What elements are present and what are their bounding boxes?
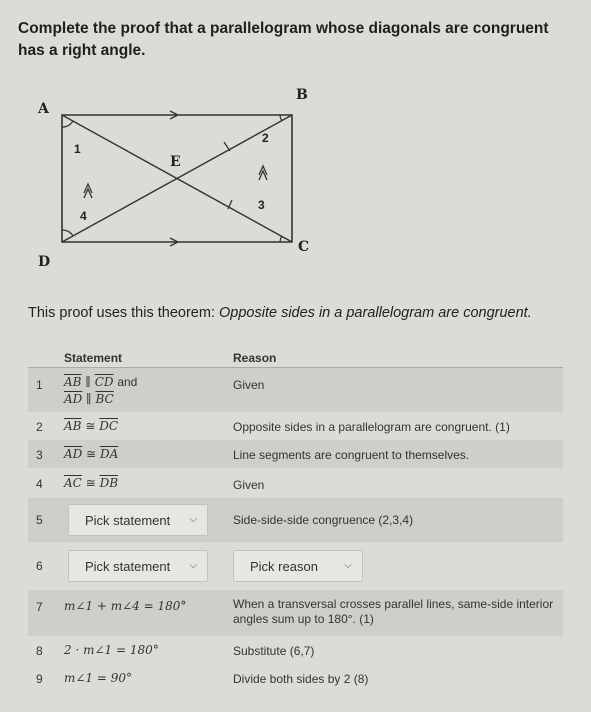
proof-row-1 [28,368,563,412]
proof-row-2 [28,412,563,440]
theorem-note [28,305,578,321]
row-number: 2 [36,420,43,434]
dropdown-label: Pick statement [85,513,171,528]
angle-label-1: 1 [74,142,81,156]
vertex-label-a: A [38,101,49,117]
statement-8: 2 · m∠1 = 180° [64,643,159,657]
statement-header: Statement [64,351,123,365]
reason-2: Opposite sides in a parallelogram are congruent. (1) [233,420,510,434]
row-number: 4 [36,477,43,491]
diagonal-tick-bd [224,142,230,151]
parallelogram-diagram [30,85,320,275]
row-number: 9 [36,672,43,686]
reason-7: When a transversal crosses parallel lines, same-side interior angles sum up to 180°. (1) [233,597,554,626]
proof-row-6 [28,542,563,590]
theorem-text: Opposite sides in a parallelogram are congruent. [219,305,532,321]
statement-4: $\overline{AC}$ ≅ $\overline{DB}$ [64,476,119,490]
statement-1-line-1: $\overline{AB}$ ∥ $\overline{CD}$ and [64,375,138,389]
angle-label-3: 3 [258,198,265,212]
reason-header: Reason [233,351,277,365]
angle-label-2: 2 [262,131,269,145]
row-number: 1 [36,378,43,392]
proof-row-9 [28,664,563,692]
vertex-label-b: B [296,87,308,103]
dropdown-label: Pick statement [85,559,171,574]
reason-8: Substitute (6,7) [233,644,315,658]
row-number: 3 [36,448,43,462]
vertex-label-c: C [298,239,310,255]
row-number: 7 [36,600,43,614]
row-number: 8 [36,644,43,658]
proof-row-3 [28,440,563,468]
proof-row-4 [28,468,563,498]
angle-label-4: 4 [80,209,87,223]
statement-1-line-2: $\overline{AD}$ ∥ $\overline{BC}$ [64,392,114,406]
statement-7: m∠1 + m∠4 = 180° [64,599,187,613]
row-number: 5 [36,513,43,527]
statement-9: m∠1 = 90° [64,671,133,685]
reason-5: Side-side-side congruence (2,3,4) [233,513,414,527]
reason-1: Given [233,378,265,392]
statement-2: $\overline{AB}$ ≅ $\overline{DC}$ [64,419,119,433]
proof-table [28,345,563,692]
statement-3: $\overline{AD}$ ≅ $\overline{DA}$ [64,447,119,461]
angle-arc-2 [280,115,282,121]
vertex-label-d: D [38,254,51,270]
theorem-prefix: This proof uses this theorem: [28,305,219,321]
reason-4: Given [233,478,265,492]
chevron-down-icon: ⌵ [189,514,197,525]
proof-row-5 [28,498,563,542]
statement-6-dropdown[interactable] [68,550,208,582]
problem-prompt: Complete the proof that a parallelogram whose diagonals are congruent has a right angle. [18,20,549,59]
proof-row-8 [28,636,563,664]
parallelogram-figure [30,85,320,275]
reason-9: Divide both sides by 2 (8) [233,672,369,686]
dropdown-label: Pick reason [250,559,318,574]
chevron-down-icon: ⌵ [189,560,197,571]
reason-3: Line segments are congruent to themselves. [233,448,470,462]
angle-arc-3 [280,236,282,242]
intersection-label-e: E [170,154,181,170]
chevron-down-icon: ⌵ [344,560,352,571]
reason-6-dropdown[interactable] [233,550,363,582]
proof-table-header [28,345,563,367]
angle-arc-4 [62,230,73,236]
row-number: 6 [36,559,43,573]
statement-5-dropdown[interactable] [68,504,208,536]
angle-arc-1 [62,121,73,127]
proof-row-7 [28,590,563,636]
